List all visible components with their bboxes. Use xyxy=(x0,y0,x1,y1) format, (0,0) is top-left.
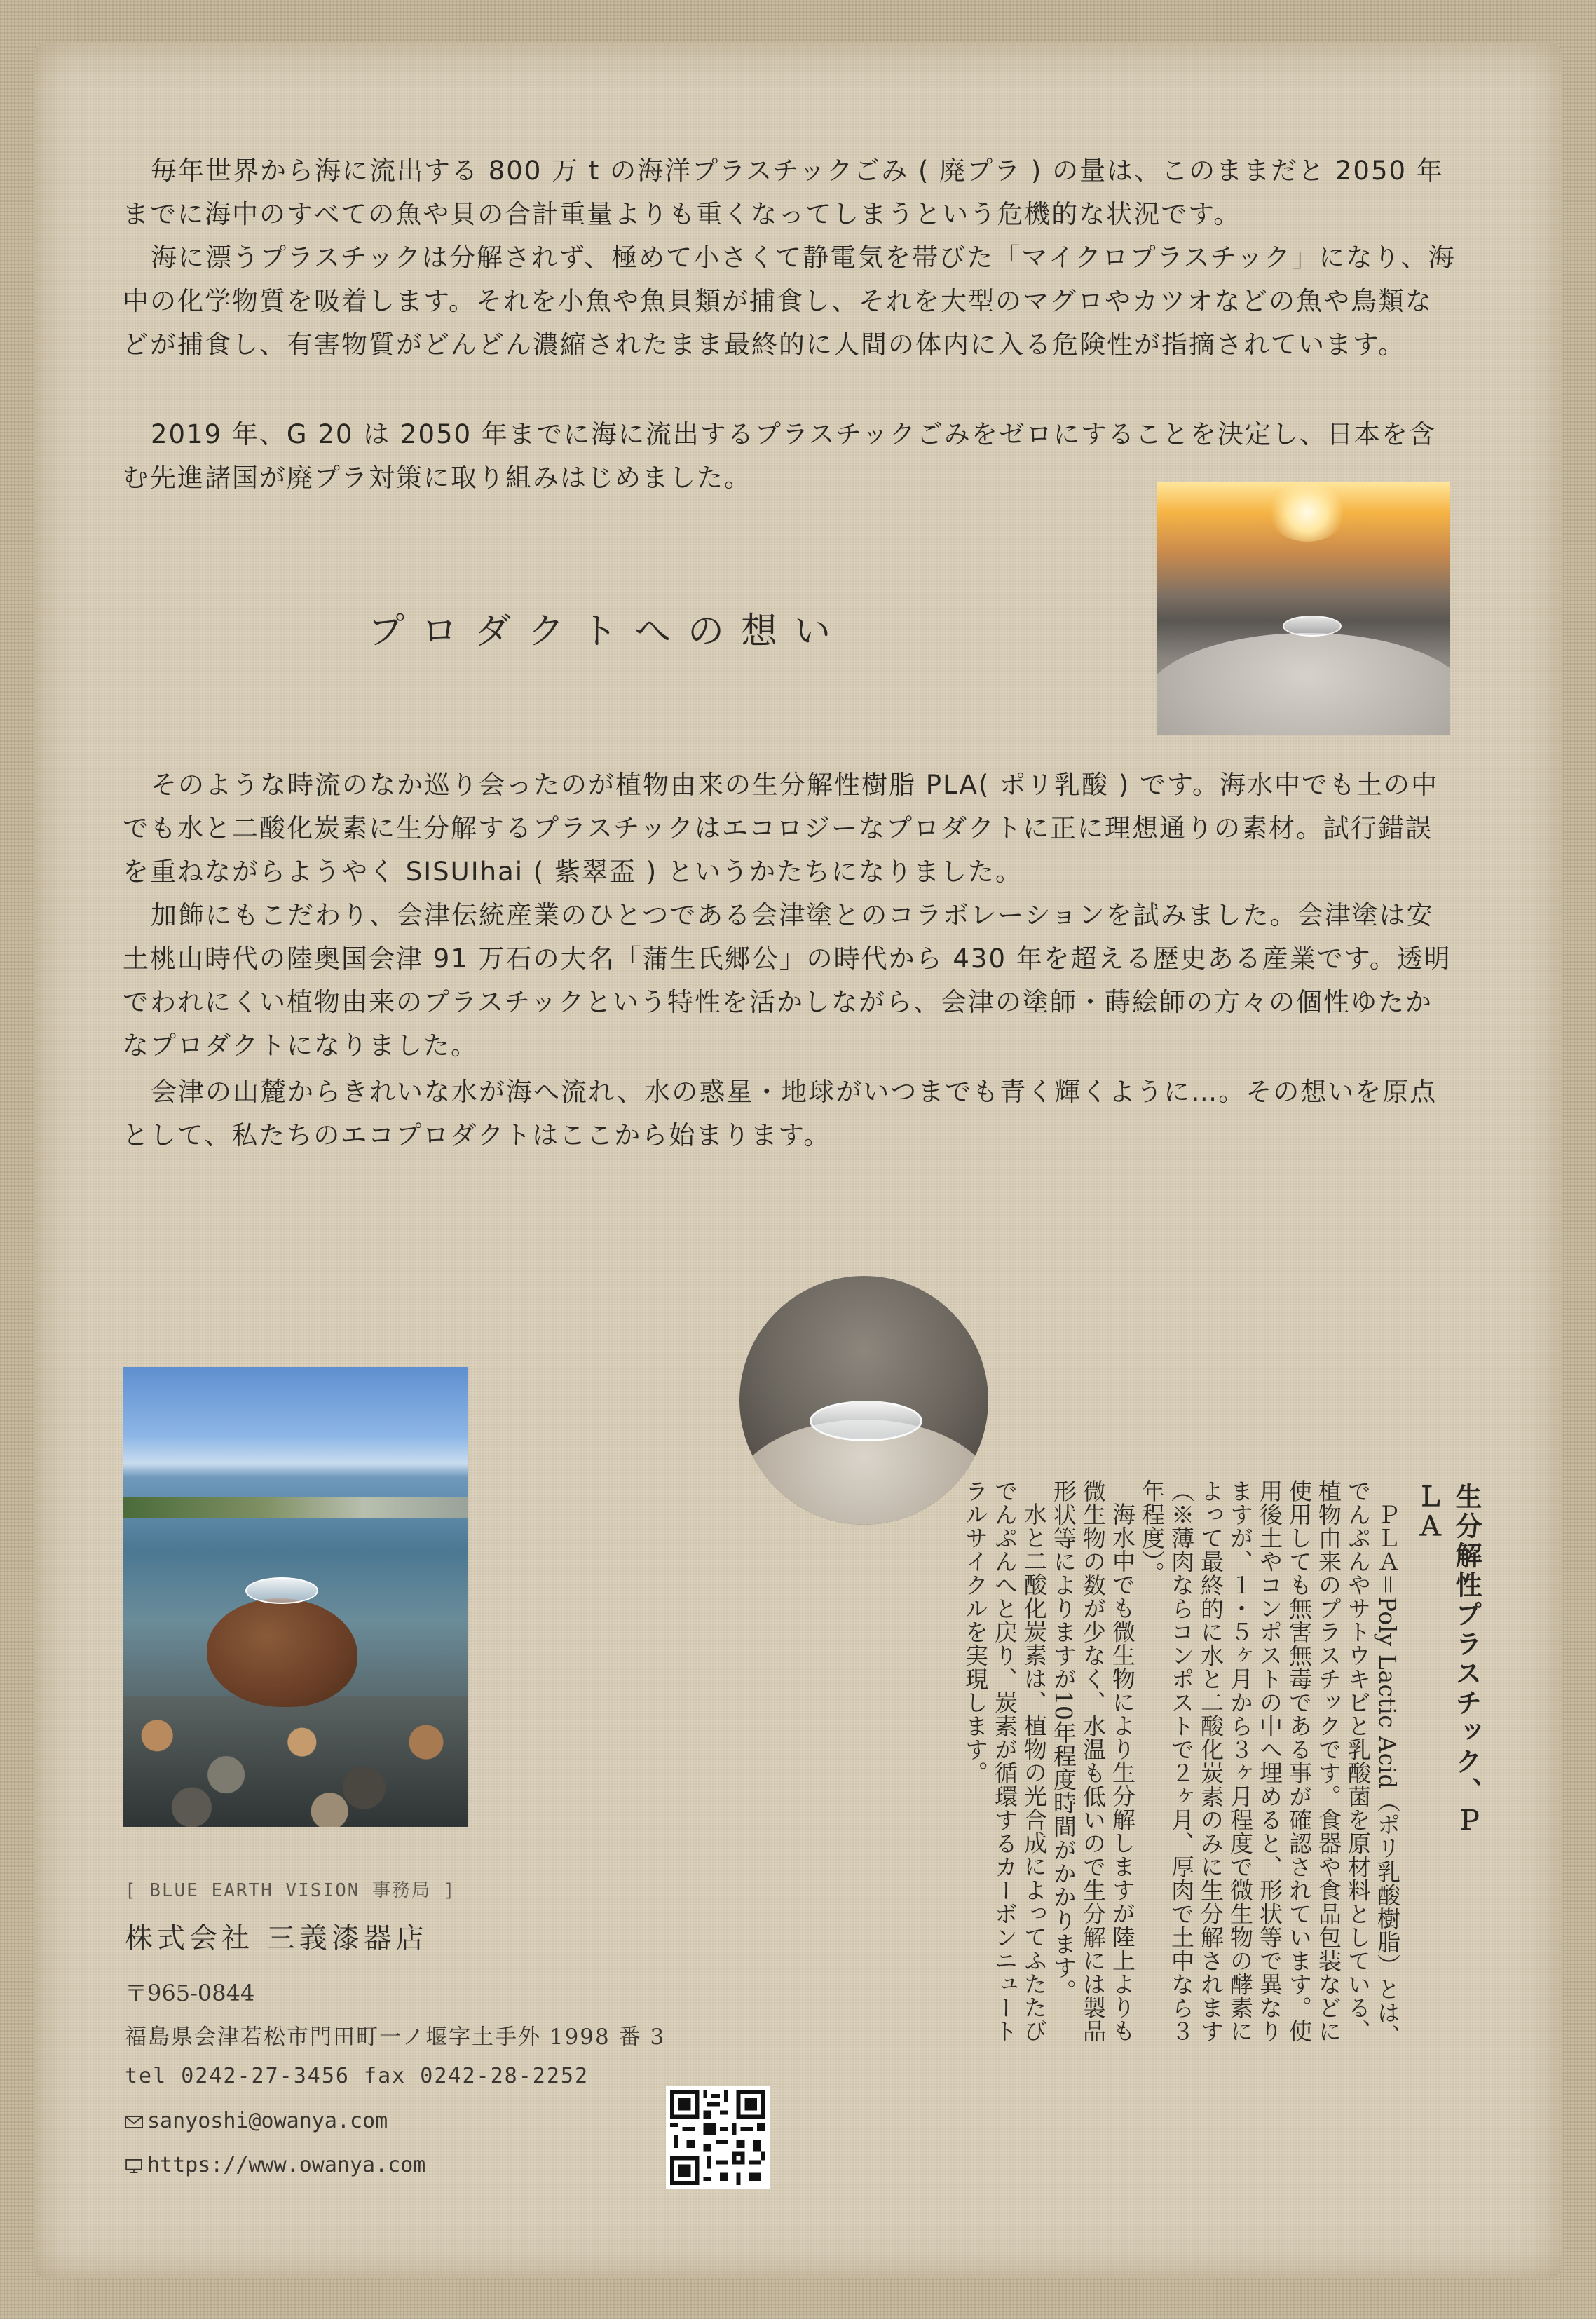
brown-stone xyxy=(207,1598,357,1707)
mail-icon xyxy=(125,2115,143,2129)
monitor-icon xyxy=(125,2159,143,2173)
address: 福島県会津若松市門田町一ノ堰字土手外 1998 番 3 xyxy=(125,2025,666,2050)
cup xyxy=(810,1401,922,1441)
shoreline xyxy=(123,1497,468,1518)
pla-title: 生分解性プラスチック、ＰＬＡ xyxy=(1412,1483,1482,1836)
section-paragraph-2: 加飾にもこだわり、会津伝統産業のひとつである会津塗とのコラボレーションを試みました。会津塗は安土桃山時代の陸奥国会津 91 万石の大名「蒲生氏郷公」の時代から 430 年を超える歴史ある産業です。透明でわれにくい植物由来のプラスチックという特性を活かしながら、会津の塗師・蒔絵師の方々の個性ゆたかなプロダクトになりました。 xyxy=(123,900,1452,1061)
section-heading: プロダクトへの想い xyxy=(368,611,848,653)
pla-paragraph-2: 海水中でも微生物により生分解しますが陸上よりも微生物の数が少なく、水温も低いので生分解には製品形状等によりますが10年程度時間がかかります。 xyxy=(1050,1479,1136,2043)
intro-paragraph-1: 毎年世界から海に流出する 800 万 t の海洋プラスチックごみ ( 廃プラ ) の量は、このままだと 2050 年までに海中のすべての魚や貝の合計重量よりも重くなってしまうという危機的な状況です。 xyxy=(123,156,1444,229)
postal-code: 〒965-0844 xyxy=(125,1980,255,2006)
intro-paragraph-3: 2019 年、G 20 は 2050 年までに海に流出するプラスチックごみをゼロにすることを決定し、日本を含む先進諸国が廃プラ対策に取り組みはじめました。 xyxy=(123,419,1436,493)
pebbles xyxy=(123,1696,468,1827)
pla-body xyxy=(939,1479,1402,2061)
email-row xyxy=(125,2109,388,2133)
section-paragraph-3: 会津の山麓からきれいな水が海へ流れ、水の惑星・地球がいつまでも青く輝くように…。その想いを原点として、私たちのエコプロダクトはここから始まります。 xyxy=(123,1077,1438,1150)
section-paragraph-1: そのような時流のなか巡り会ったのが植物由来の生分解性樹脂 PLA( ポリ乳酸 ) です。海水中でも土の中でも水と二酸化炭素に生分解するプラスチックはエコロジーなプロダクトに正に理想通りの素材。試行錯誤を重ねながらようやく SISUIhai ( 紫翠盃 ) というかたちになりました。 xyxy=(123,770,1439,887)
company-name: 株式会社 三義漆器店 xyxy=(125,1922,428,1954)
sun-glow xyxy=(1269,482,1346,542)
cup xyxy=(245,1577,318,1604)
web-row xyxy=(125,2153,425,2177)
pla-paragraph-3: 水と二酸化炭素は、植物の光合成によってふたたびでんぷんへと戻り、炭素が循環するカーボンニュートラルサイクルを実現します。 xyxy=(962,1479,1048,2043)
tel-fax: tel 0242-27-3456 fax 0242-28-2252 xyxy=(125,2064,589,2088)
intro-paragraph-2: 海に漂うプラスチックは分解されず、極めて小さくて静電気を帯びた「マイクロプラスチック」になり、海中の化学物質を吸着します。それを小魚や魚貝類が捕食し、それを大型のマグロやカツオなどの魚や鳥類などが捕食し、有害物質がどんどん濃縮されたまま最終的に人間の体内に入る危険性が指摘されています。 xyxy=(123,243,1456,360)
cup xyxy=(1283,616,1342,637)
email-link[interactable]: sanyoshi@owanya.com xyxy=(147,2109,388,2133)
rock xyxy=(1157,633,1450,735)
qr-code[interactable] xyxy=(666,2086,770,2189)
web-link[interactable]: https://www.owanya.com xyxy=(147,2153,426,2177)
sunset-cup-photo xyxy=(1157,482,1450,735)
office-label: [ BLUE EARTH VISION 事務局 ] xyxy=(125,1880,456,1901)
pla-paragraph-1: ＰＬＡ＝Poly Lactic Acid（ポリ乳酸樹脂）とは、でんぷんやサトウキビと乳酸菌を原材料としている、植物由来のプラスチックです。食器や食品包装などに使用しても無害無毒である事が確認されています。使用後土やコンポストの中へ埋めると、形状等で異なりますが、１・５ヶ月から３ヶ月程度で微生物の酵素によって最終的に水と二酸化炭素のみに生分解されます（※薄肉ならコンポストで２ヶ月、厚肉で土中なら３年程度）。 xyxy=(1138,1479,1401,2048)
shore-cup-photo xyxy=(123,1367,468,1827)
